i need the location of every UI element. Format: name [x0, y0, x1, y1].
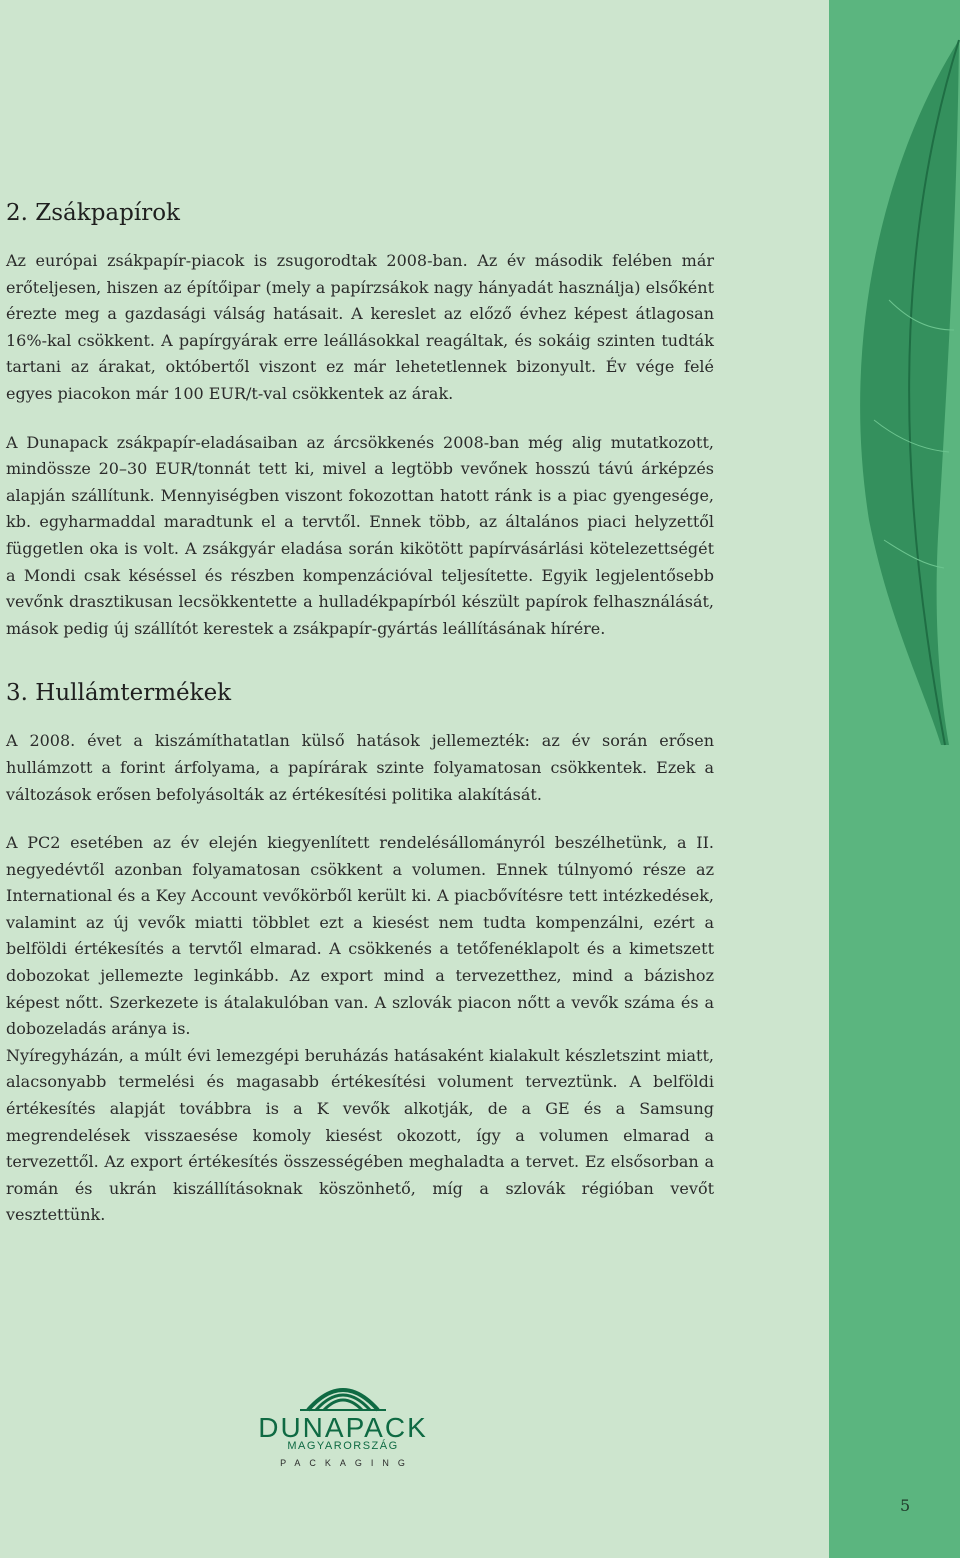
section-zsakpapirok [6, 200, 714, 642]
paragraph: A PC2 esetében az év elején kiegyenlített rendelésállományról beszélhetünk, a II. negyedévtől azonban folyamatosan csökkent a volumen. Ennek túlnyomó része az International és a Key Account vevőkörből került ki. A piacbővítésre tett intézkedések, valamint az új vevők miatti többlet ezt a kiesést nem tudta kompenzálni, ezért a belföldi értékesítés a tervtől elmarad. A csökkenés a tetőfenéklapolt és a kimetszett dobozokat jellemezte leginkább. Az export mind a tervezetthez, mind a bázishoz képest nőtt. Szerkezete is átalakulóban van. A szlovák piacon nőtt a vevők száma és a dobozeladás aránya is. [6, 833, 714, 1039]
logo-country: MAGYARORSZÁG [287, 1440, 399, 1452]
paragraph: Az európai zsákpapír-piacok is zsugorodtak 2008-ban. Az év második felében már erőteljesen, hiszen az építőipar (mely a papírzsákok nagy hányadát használja) elsőként érezte meg a gazdasági válság hatásait. A kereslet az előző évhez képest átlagosan 16%-kal csökkent. A papírgyárak erre leállásokkal reagáltak, és sokáig szinten tudták tartani az árakat, októbertől viszont ez már lehetetlennek bizonyult. Év vége felé egyes piacokon már 100 EUR/t-val csökkentek az árak. [6, 251, 714, 403]
section-heading: 2. Zsákpapírok [6, 200, 180, 226]
dunapack-logo [258, 1376, 428, 1472]
section-heading: 3. Hullámtermékek [6, 680, 232, 707]
paragraph: A Dunapack zsákpapír-eladásaiban az árcsökkenés 2008-ban még alig mutatkozott, mindössze 20–30 EUR/tonnát tett ki, mivel a legtöbb vevőnek hosszú távú árképzés alapján szállítunk. Mennyiségben viszont fokozottan hatott ránk is a piac gyengesége, kb. egyharmaddal maradtunk el a tervtől. Ennek több, az általános piaci helyzettől független oka is volt. A zsákgyár eladása során kikötött papírvásárlási kötelezettségét a Mondi csak késéssel és részben kompenzációval teljesítette. Egyik legjelentősebb vevőnk drasztikusan lecsökkentette a hulladékpapírból készült papírok felhasználását, mások pedig új szállítót kerestek a zsákpapír-gyártás leállításának hírére. [6, 432, 714, 638]
page-number: 5 [900, 1496, 911, 1515]
logo-emblem-icon [298, 1376, 388, 1412]
paragraph: Nyíregyházán, a múlt évi lemezgépi beruházás hatásaként kialakult készletszint miatt, alacsonyabb termelési és magasabb értékesítési volument terveztünk. A belföldi értékesítés alapját továbbra is a K vevők alkotják, de a GE és a Samsung megrendelések visszaesése komoly kiesést okozott, így a volumen elmarad a tervezettől. Az export értékesítés összességében meghaladta a tervet. Ez elsősorban a román és ukrán kiszállításoknak köszönhető, míg a szlovák régióban vevőt vesztettünk. [6, 1045, 714, 1225]
paragraph: A 2008. évet a kiszámíthatatlan külső hatások jellemezték: az év során erősen hullámzott a forint árfolyama, a papírárak szinte folyamatosan csökkentek. Ezek a változások erősen befolyásolták az értékesítési politika alakítását. [6, 731, 714, 804]
feather-illustration [829, 0, 960, 760]
logo-tagline: PACKAGING [280, 1458, 414, 1468]
section-hullamtermekek [6, 680, 714, 1229]
article-body [6, 200, 714, 1251]
logo-brand: DUNAPACK [258, 1412, 428, 1443]
